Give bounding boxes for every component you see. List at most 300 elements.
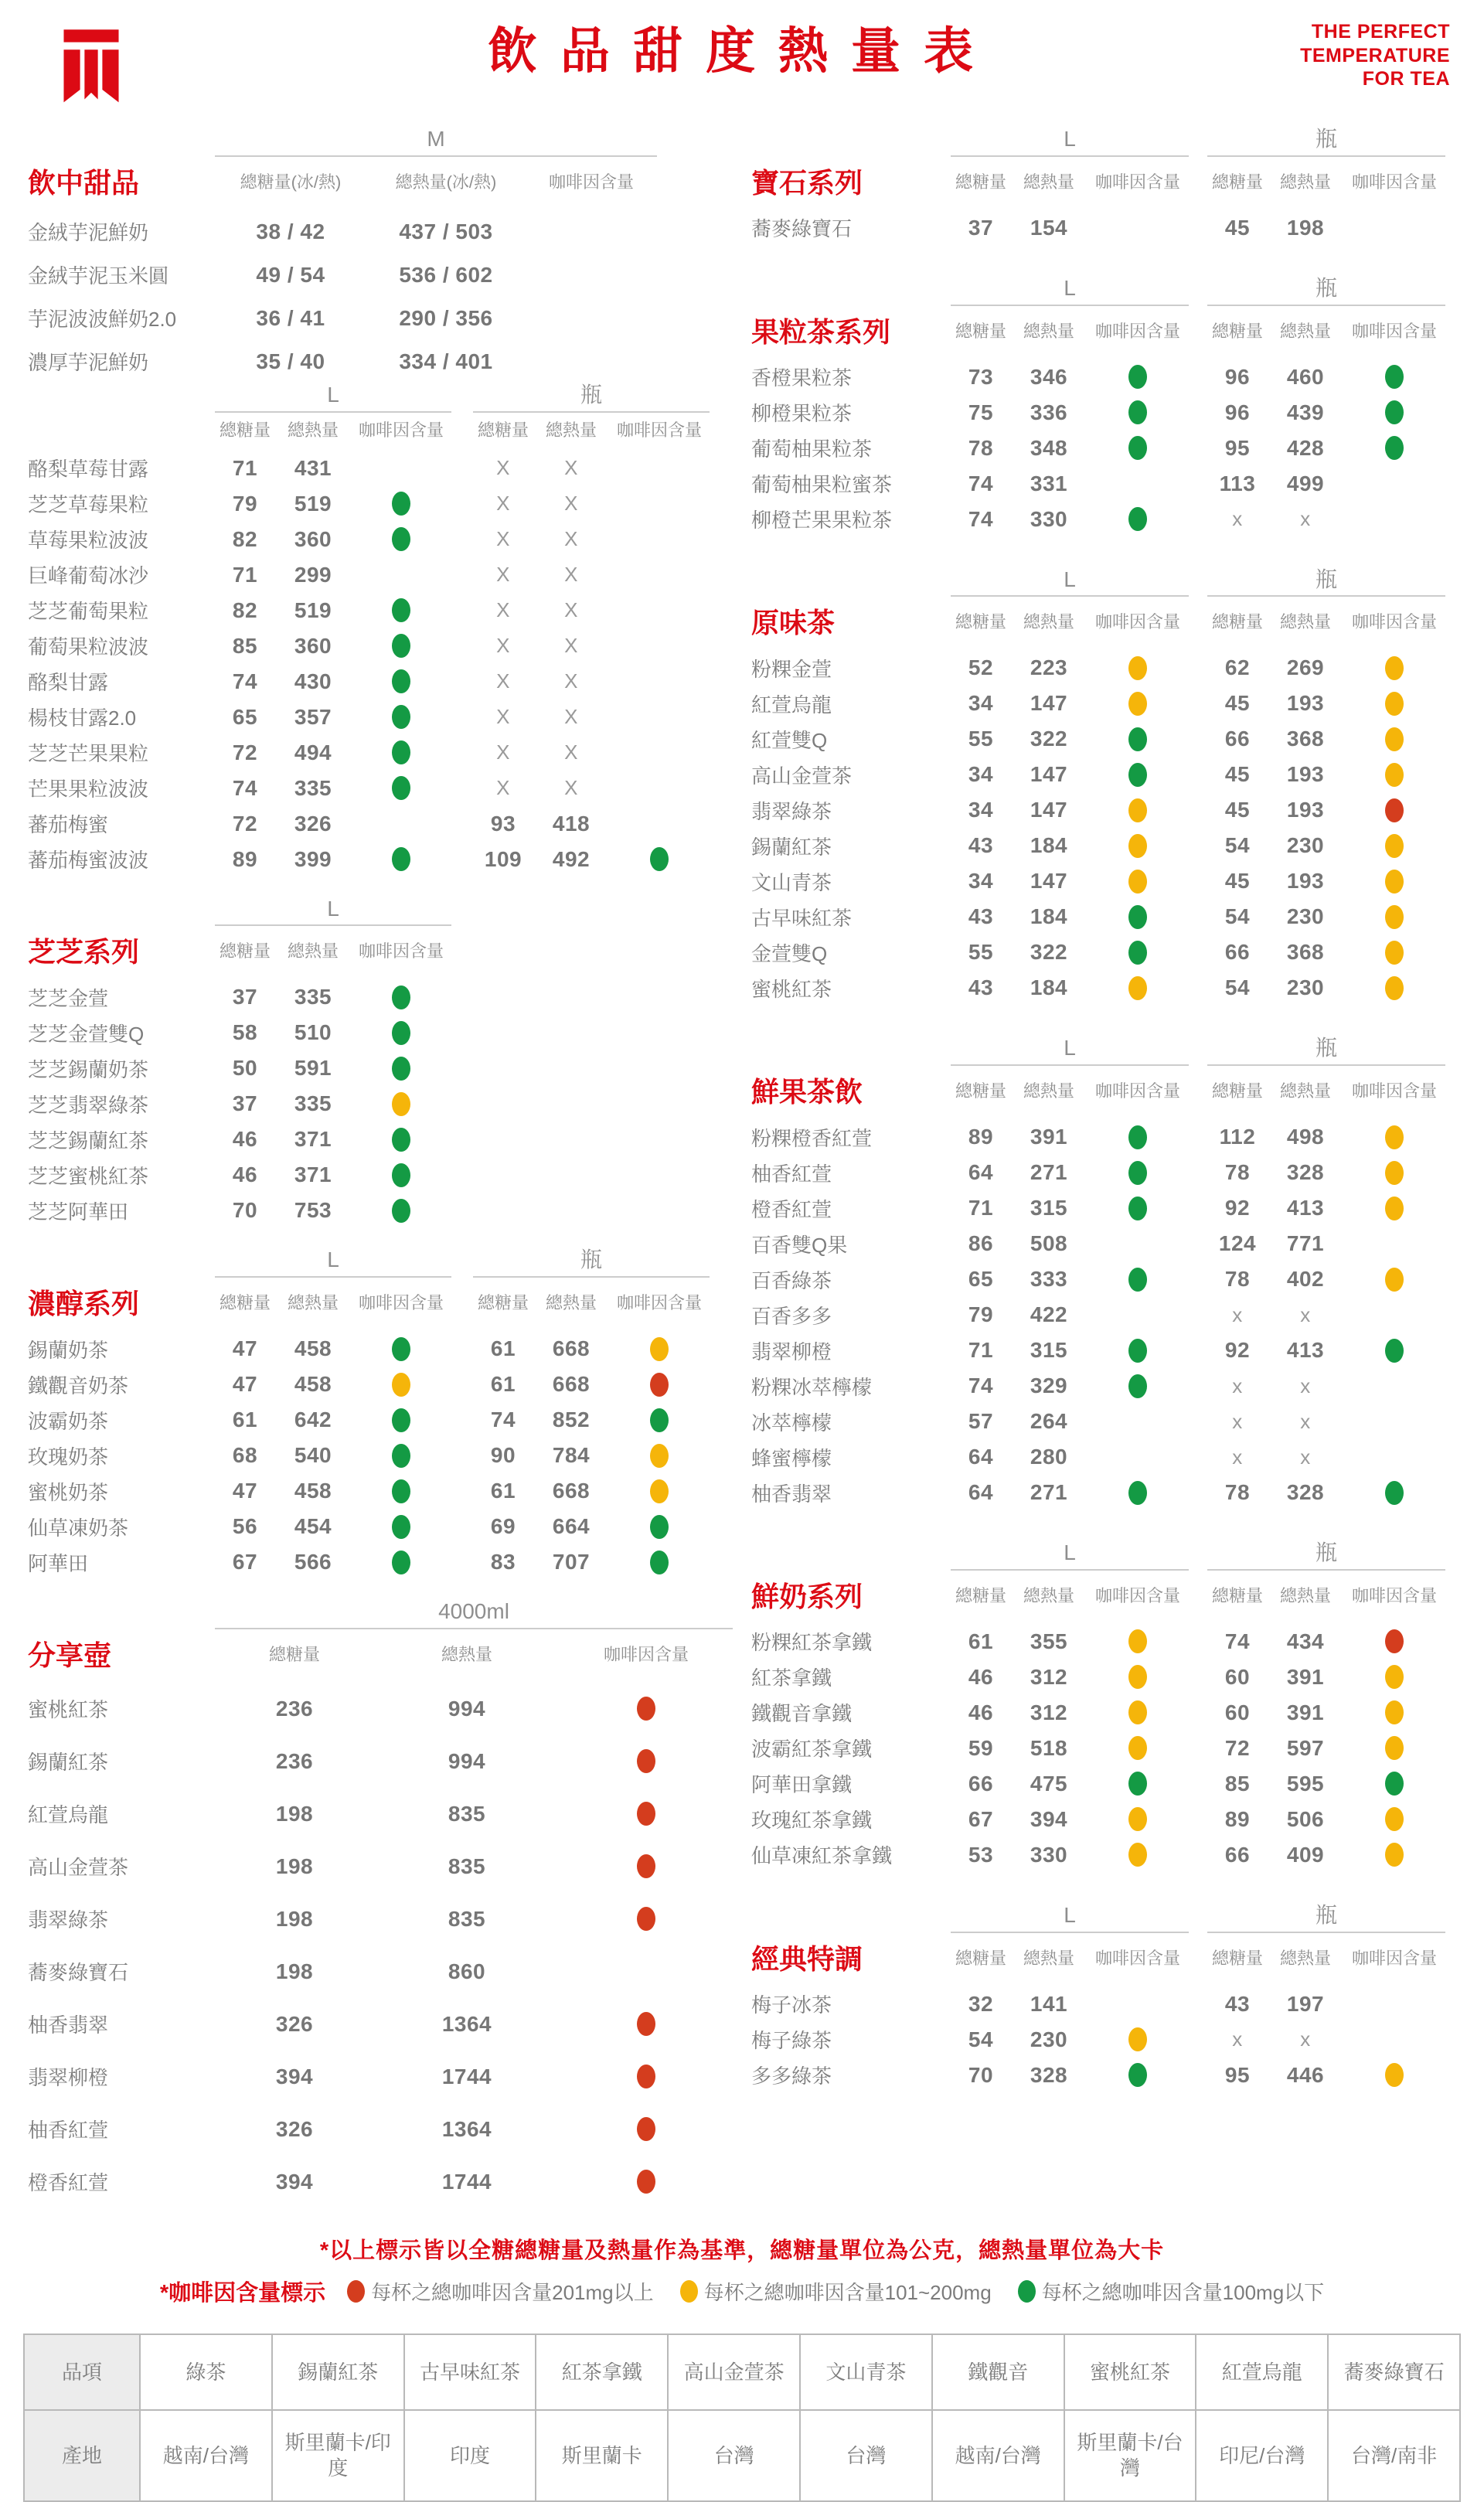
caffeine-dot-green [392, 740, 410, 764]
menu-row [751, 1333, 1458, 1368]
sugar-value: 86 [968, 1231, 994, 1256]
sugar-value: 74 [490, 1408, 516, 1432]
menu-row [28, 340, 725, 383]
calorie-value: 334 / 401 [399, 349, 493, 373]
column-header: 總熱量 [1023, 1585, 1074, 1605]
origin-table-origin-label: 產地 [25, 2411, 141, 2502]
calorie-value: 147 [1030, 762, 1068, 787]
caffeine-dot-yellow [1385, 1736, 1404, 1760]
caffeine-cell [1343, 650, 1445, 686]
item-name: 柚香紅萱 [751, 1162, 832, 1186]
caffeine-dot-yellow [1385, 905, 1404, 929]
calorie-value: 184 [1030, 904, 1068, 929]
column-header: 咖啡因含量 [1094, 1081, 1180, 1101]
menu-row [28, 628, 725, 664]
calorie-value: X [564, 740, 578, 764]
sugar-value: 71 [232, 562, 258, 587]
item-name: 多多綠茶 [751, 2065, 832, 2088]
menu-row [28, 210, 725, 254]
calorie-value: x [1300, 1409, 1311, 1433]
caffeine-cell [1087, 466, 1189, 502]
menu-row [751, 431, 1458, 466]
menu-row [28, 1193, 725, 1228]
calorie-value: 368 [1286, 727, 1325, 751]
sugar-value: 71 [968, 1338, 994, 1363]
caffeine-dot-red [637, 1854, 655, 1878]
caffeine-cell [351, 842, 451, 877]
calorie-value: 330 [1030, 1842, 1068, 1867]
caffeine-cell [1343, 1837, 1445, 1873]
item-name: 紅萱雙Q [751, 728, 828, 752]
column-header: 總熱量 [545, 420, 597, 440]
size-row-spacer [751, 1904, 951, 1933]
size-row-spacer [28, 897, 215, 927]
item-name: 柚香翡翠 [28, 2014, 109, 2037]
item-name: 橙香紅萱 [751, 1197, 832, 1221]
sugar-value: 82 [232, 526, 258, 551]
size-row-spacer [28, 1248, 215, 1278]
caffeine-cell [1087, 1368, 1189, 1404]
menu-row [28, 1893, 725, 1945]
item-name: 葡萄果粒波波 [28, 635, 149, 659]
calorie-value: 193 [1286, 691, 1325, 716]
menu-table [751, 277, 1458, 537]
brand-tagline [1300, 20, 1450, 91]
sugar-value: 46 [232, 1162, 258, 1187]
sugar-value: X [496, 527, 510, 551]
caffeine-dot-red [637, 1697, 655, 1721]
calorie-value: 290 / 356 [399, 305, 493, 330]
section-title: 芝芝系列 [28, 936, 140, 968]
menu-row [28, 1473, 725, 1509]
sugar-value: 78 [1224, 1267, 1251, 1292]
caffeine-cell [609, 486, 710, 522]
caffeine-dot-red [1385, 1629, 1404, 1653]
caffeine-cell [560, 1893, 733, 1945]
caffeine-dot-yellow [1385, 870, 1404, 894]
menu-row [28, 806, 725, 842]
sugar-value: 49 / 54 [256, 262, 325, 287]
calorie-value: 299 [294, 562, 332, 587]
calorie-value: 498 [1286, 1125, 1325, 1149]
caffeine-cell [351, 700, 451, 735]
calorie-value: 326 [294, 811, 332, 836]
origin-table-item: 蜜桃紅茶 [1065, 2335, 1197, 2411]
calorie-value: 540 [294, 1443, 332, 1468]
sugar-value: 35 / 40 [256, 349, 325, 373]
item-name: 冰萃檸檬 [751, 1411, 832, 1435]
left-menu-column [28, 128, 725, 2228]
caffeine-cell [351, 1509, 451, 1544]
caffeine-cell [1087, 792, 1189, 828]
section-title: 飲中甜品 [28, 166, 140, 199]
menu-row [28, 700, 725, 735]
calorie-value: 271 [1030, 1480, 1068, 1505]
caffeine-cell [1343, 466, 1445, 502]
caffeine-legend-label: *咖啡因含量標示 [159, 2280, 326, 2306]
item-name: 波霸紅茶拿鐵 [751, 1738, 873, 1762]
size-label: L [215, 1248, 451, 1278]
caffeine-dot-green [1128, 1268, 1147, 1292]
size-label: 瓶 [1207, 1037, 1445, 1066]
menu-table [751, 568, 1458, 1006]
calorie-value: 668 [552, 1479, 591, 1503]
menu-row [751, 1226, 1458, 1261]
caffeine-cell [1343, 1297, 1445, 1333]
caffeine-cell [1343, 1119, 1445, 1155]
caffeine-dot-green [392, 527, 410, 551]
caffeine-dot-green [392, 669, 410, 693]
origin-table [23, 2333, 1461, 2502]
origin-table-item: 鐵觀音 [933, 2335, 1065, 2411]
menu-section [751, 1541, 1458, 1873]
column-header: 總熱量 [1023, 172, 1074, 192]
item-name: 高山金萱茶 [751, 764, 853, 788]
size-label: 瓶 [473, 1248, 710, 1278]
sugar-value: 37 [968, 215, 994, 240]
sugar-value: X [496, 776, 510, 800]
origin-table-item: 高山金萱茶 [669, 2335, 801, 2411]
item-name: 錫蘭奶茶 [28, 1338, 109, 1362]
caffeine-cell [1087, 1226, 1189, 1261]
calorie-value: 835 [448, 1801, 486, 1826]
sugar-value: 92 [1224, 1338, 1251, 1363]
item-name: 百香多多 [751, 1304, 832, 1328]
origin-table-origin: 越南/台灣 [141, 2411, 273, 2502]
calorie-value: 519 [294, 491, 332, 516]
sugar-value: 82 [232, 597, 258, 622]
calorie-value: 510 [294, 1020, 332, 1045]
caffeine-dot-yellow [1128, 1700, 1147, 1724]
right-menu-column [751, 128, 1458, 2124]
column-header: 咖啡因含量 [1351, 172, 1437, 192]
caffeine-cell [1343, 359, 1445, 395]
item-name: 草莓果粒波波 [28, 529, 149, 553]
menu-row [751, 210, 1458, 246]
menu-row [751, 502, 1458, 537]
caffeine-dot-yellow [1128, 2027, 1147, 2051]
size-row [751, 128, 1458, 157]
caffeine-dot-yellow [1128, 692, 1147, 716]
calorie-value: X [564, 634, 578, 658]
menu-table [751, 1037, 1458, 1510]
caffeine-cell [1087, 721, 1189, 757]
item-name: 酪梨甘露 [28, 671, 109, 695]
size-row-spacer [28, 128, 215, 157]
item-name: 粉粿紅茶拿鐵 [751, 1631, 873, 1655]
calorie-value: 1364 [441, 2116, 492, 2141]
caffeine-dot-yellow [1128, 976, 1147, 1000]
sugar-value: 52 [968, 655, 994, 680]
menu-row [751, 1731, 1458, 1766]
header-row [751, 1071, 1458, 1110]
caffeine-dot-yellow [1385, 1125, 1404, 1149]
column-header: 總熱量 [1279, 321, 1331, 341]
column-header: 總糖量 [219, 1293, 271, 1313]
size-row-spacer [28, 383, 215, 413]
sugar-value: 394 [275, 2064, 314, 2088]
sugar-value: 66 [968, 1771, 994, 1796]
caffeine-dot-green [392, 1444, 410, 1468]
sugar-value: 65 [968, 1267, 994, 1292]
sugar-value: 72 [232, 740, 258, 764]
calorie-value: 595 [1286, 1771, 1325, 1796]
sugar-value: 73 [968, 364, 994, 389]
caffeine-dot-yellow [1128, 834, 1147, 858]
column-header: 總糖量 [955, 612, 1006, 632]
sugar-value: X [496, 563, 510, 587]
caffeine-dot-red [650, 1373, 669, 1397]
item-name: 波霸奶茶 [28, 1409, 109, 1433]
size-row-spacer [751, 128, 951, 157]
caffeine-dot-yellow [392, 1092, 410, 1116]
caffeine-dot-red [637, 2170, 655, 2194]
caffeine-dot-red [637, 2117, 655, 2141]
calorie-value: 597 [1286, 1735, 1325, 1760]
calorie-value: 394 [1030, 1806, 1068, 1831]
caffeine-cell [351, 979, 451, 1015]
calorie-value: 154 [1030, 215, 1068, 240]
caffeine-dot-green [1128, 1772, 1147, 1796]
caffeine-cell [1343, 1659, 1445, 1695]
menu-row [751, 721, 1458, 757]
sugar-value: 43 [1224, 1991, 1251, 2016]
origin-table-item: 文山青茶 [801, 2335, 933, 2411]
column-header: 咖啡因含量 [1094, 612, 1180, 632]
caffeine-cell [1343, 757, 1445, 792]
caffeine-dot-green [1128, 2063, 1147, 2087]
calorie-value: 994 [448, 1696, 486, 1721]
item-name: 蜜桃紅茶 [28, 1698, 109, 1722]
caffeine-dot-green [392, 1163, 410, 1187]
sugar-value: 96 [1224, 400, 1251, 424]
calorie-value: 335 [294, 985, 332, 1009]
header-row [751, 1938, 1458, 1977]
caffeine-cell [1087, 2058, 1189, 2093]
menu-row [751, 359, 1458, 395]
caffeine-dot-green [392, 492, 410, 516]
calorie-value: 437 / 503 [399, 219, 493, 243]
sugar-value: 69 [490, 1514, 516, 1539]
sugar-value: 61 [968, 1629, 994, 1653]
calorie-value: 439 [1286, 400, 1325, 424]
caffeine-dot-green [392, 598, 410, 622]
section-title: 鮮奶系列 [751, 1580, 863, 1612]
calorie-value: 322 [1030, 727, 1068, 751]
calorie-value: x [1300, 1445, 1311, 1469]
calorie-value: 460 [1286, 364, 1325, 389]
caffeine-cell [1087, 1695, 1189, 1731]
caffeine-dot-yellow [1128, 1843, 1147, 1867]
caffeine-cell [1343, 1190, 1445, 1226]
caffeine-cell [1087, 899, 1189, 934]
sugar-value: 34 [968, 762, 994, 787]
item-name: 鐵觀音奶茶 [28, 1374, 129, 1397]
calorie-value: 331 [1030, 471, 1068, 495]
calorie-value: 147 [1030, 798, 1068, 822]
sugar-value: 89 [232, 846, 258, 871]
caffeine-cell [609, 1438, 710, 1473]
calorie-value: 391 [1286, 1664, 1325, 1689]
sugar-basis-note: *以上標示皆以全糖總糖量及熱量作為基準，總糖量單位為公克，總熱量單位為大卡 [319, 2238, 1165, 2263]
sugar-value: 58 [232, 1020, 258, 1045]
caffeine-cell [1343, 863, 1445, 899]
column-header: 總糖量 [268, 1644, 320, 1664]
menu-row [751, 1439, 1458, 1475]
caffeine-dot-green [392, 847, 410, 871]
item-name: 芝芝蜜桃紅茶 [28, 1164, 149, 1188]
sugar-value: 38 / 42 [256, 219, 325, 243]
item-name: 仙草凍奶茶 [28, 1516, 129, 1540]
caffeine-cell [560, 2156, 733, 2208]
caffeine-dot-red [637, 2012, 655, 2036]
menu-row [28, 2103, 725, 2156]
item-name: 芝芝金萱雙Q [28, 1022, 145, 1046]
menu-row [28, 557, 725, 593]
column-header: 總熱量 [1279, 172, 1331, 192]
sugar-value: 55 [968, 727, 994, 751]
origin-table-origin: 斯里蘭卡 [536, 2411, 669, 2502]
size-label: 4000ml [215, 1600, 733, 1629]
caffeine-cell [609, 700, 710, 735]
item-name: 金萱雙Q [751, 941, 828, 965]
menu-row [28, 1015, 725, 1050]
caffeine-dot-green [650, 1551, 669, 1574]
sugar-value: 394 [275, 2169, 314, 2194]
caffeine-cell [1087, 210, 1189, 246]
menu-row [28, 735, 725, 771]
caffeine-dot-yellow [680, 2280, 698, 2303]
sugar-value: 60 [1224, 1664, 1251, 1689]
sugar-value: 74 [232, 669, 258, 693]
sugar-value: 71 [968, 1196, 994, 1220]
sugar-value: 89 [1224, 1806, 1251, 1831]
caffeine-dot-yellow [1385, 656, 1404, 680]
column-header: 咖啡因含量 [1351, 1948, 1437, 1968]
sugar-value: 46 [232, 1127, 258, 1152]
size-label: L [215, 897, 451, 927]
caffeine-dot-yellow [1385, 1268, 1404, 1292]
calorie-value: 198 [1286, 215, 1325, 240]
menu-row [28, 842, 725, 877]
caffeine-dot-yellow [1385, 1665, 1404, 1689]
caffeine-dot-green [1128, 727, 1147, 751]
sugar-value: 75 [968, 400, 994, 424]
caffeine-dot-yellow [1128, 1665, 1147, 1689]
caffeine-dot-yellow [1128, 656, 1147, 680]
calorie-value: 346 [1030, 364, 1068, 389]
menu-table [28, 1248, 725, 1580]
calorie-value: 860 [448, 1959, 486, 1983]
menu-row [28, 2051, 725, 2103]
caffeine-cell [1087, 1766, 1189, 1802]
legend-text: 每杯之總咖啡因含量101~200mg [703, 2280, 992, 2304]
item-name: 翡翠柳橙 [751, 1340, 832, 1363]
calorie-value: X [564, 776, 578, 800]
calorie-value: 360 [294, 526, 332, 551]
caffeine-cell [351, 451, 451, 486]
item-name: 翡翠綠茶 [28, 1908, 109, 1932]
calorie-value: 368 [1286, 940, 1325, 965]
sugar-value: x [1232, 1374, 1243, 1397]
size-label: 瓶 [1207, 277, 1445, 306]
menu-row [751, 757, 1458, 792]
menu-table [28, 128, 725, 383]
column-header: 總熱量(冰/熱) [395, 172, 497, 192]
calorie-value: 230 [1286, 975, 1325, 1000]
caffeine-cell [560, 1683, 733, 1735]
caffeine-dot-green [1385, 400, 1404, 424]
caffeine-cell [560, 1788, 733, 1840]
sugar-value: 95 [1224, 435, 1251, 460]
calorie-value: 280 [1030, 1445, 1068, 1469]
caffeine-dot-yellow [1128, 1807, 1147, 1831]
sugar-value: 47 [232, 1479, 258, 1503]
caffeine-cell [1343, 1695, 1445, 1731]
sugar-value: 95 [1224, 2062, 1251, 2087]
item-name: 酪梨草莓甘露 [28, 458, 149, 482]
caffeine-cell [1343, 1404, 1445, 1439]
column-header: 總糖量 [1211, 321, 1263, 341]
size-label: 瓶 [1207, 1904, 1445, 1933]
menu-row [28, 1086, 725, 1122]
calorie-value: x [1300, 1302, 1311, 1326]
calorie-value: 446 [1286, 2062, 1325, 2087]
menu-row [751, 1261, 1458, 1297]
sugar-value: x [1232, 1445, 1243, 1469]
origin-table-item: 錫蘭紅茶 [273, 2335, 405, 2411]
menu-row [28, 522, 725, 557]
calorie-value: 458 [294, 1372, 332, 1397]
caffeine-dot-yellow [1128, 1629, 1147, 1653]
caffeine-cell [1343, 1261, 1445, 1297]
menu-row [28, 2156, 725, 2208]
menu-row [28, 1331, 725, 1367]
column-header: 總糖量 [219, 420, 271, 440]
caffeine-dot-yellow [650, 1479, 669, 1503]
column-header: 咖啡因含量 [1351, 321, 1437, 341]
legend-item [347, 2277, 654, 2306]
caffeine-cell [609, 806, 710, 842]
caffeine-cell [1087, 863, 1189, 899]
item-name: 芝芝葡萄果粒 [28, 600, 149, 624]
item-name: 芝芝芒果果粒 [28, 742, 149, 766]
sugar-value: 43 [968, 833, 994, 858]
caffeine-cell [1343, 828, 1445, 863]
sugar-value: 74 [968, 471, 994, 495]
calorie-value: 336 [1030, 400, 1068, 424]
column-header: 總熱量 [287, 420, 339, 440]
caffeine-cell [609, 557, 710, 593]
calorie-value: 371 [294, 1127, 332, 1152]
sugar-value: 36 / 41 [256, 305, 325, 330]
calorie-value: 348 [1030, 435, 1068, 460]
caffeine-cell [1087, 2022, 1189, 2058]
sugar-value: 54 [968, 2027, 994, 2051]
caffeine-cell [1087, 1659, 1189, 1695]
caffeine-dot-green [1018, 2280, 1036, 2303]
column-header: 總熱量 [441, 1644, 492, 1664]
caffeine-cell [1343, 721, 1445, 757]
sugar-value: 47 [232, 1336, 258, 1361]
sugar-value: 198 [275, 1854, 314, 1878]
column-header: 咖啡因含量 [1094, 321, 1180, 341]
section-title [28, 417, 215, 441]
caffeine-dot-green [392, 1337, 410, 1361]
origin-table-origin: 印度 [405, 2411, 537, 2502]
caffeine-cell [1343, 2058, 1445, 2093]
calorie-value: 454 [294, 1514, 332, 1539]
